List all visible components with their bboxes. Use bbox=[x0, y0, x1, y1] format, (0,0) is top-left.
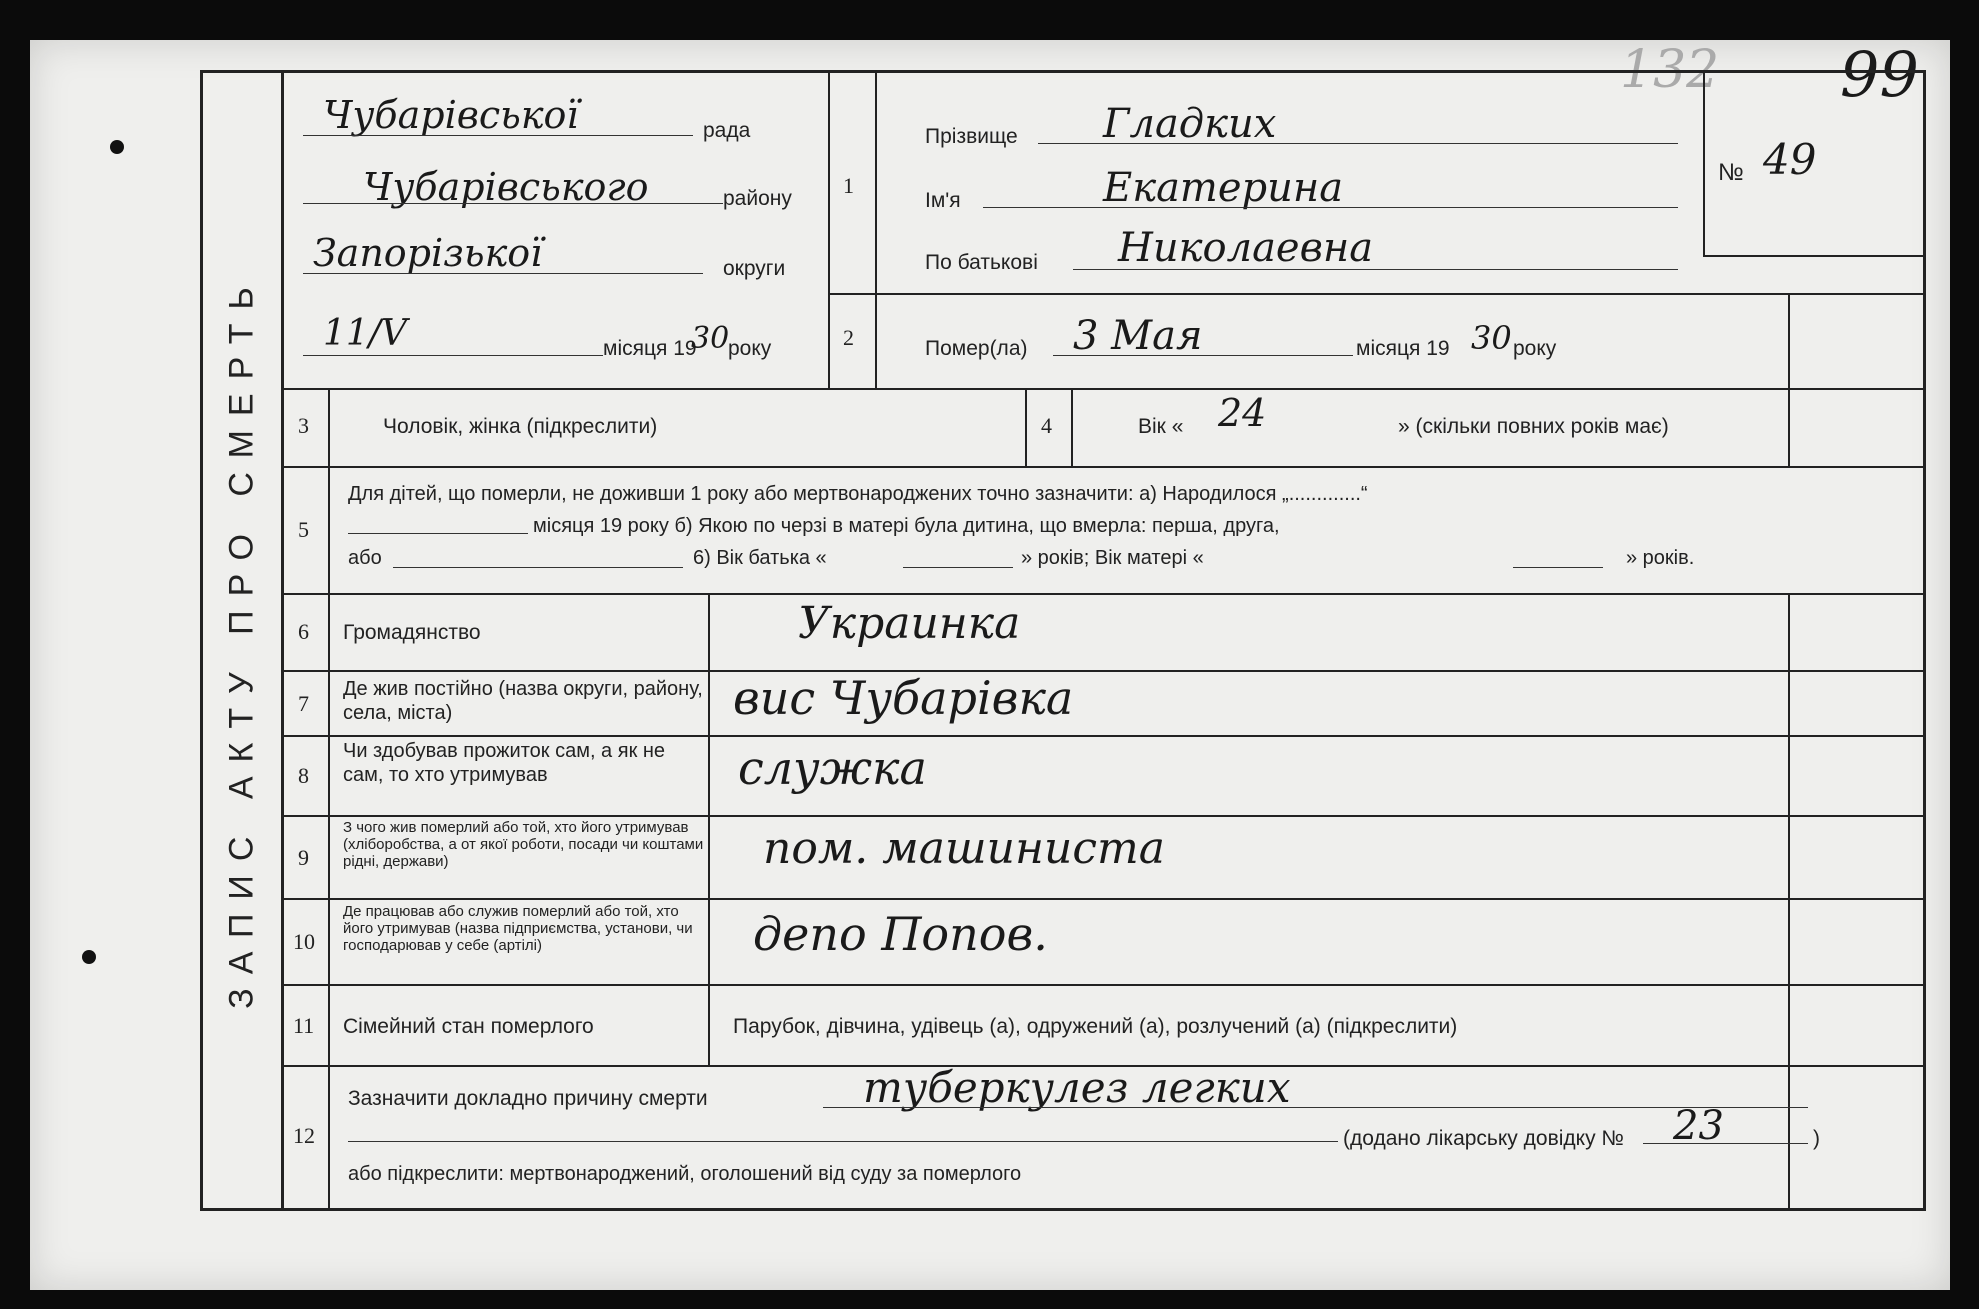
row-number-8: 8 bbox=[298, 763, 309, 788]
patronymic-value: Николаевна bbox=[1118, 225, 1374, 271]
died-label: Помер(ла) bbox=[925, 337, 1028, 360]
residence-label: Де жив постійно (назва округи, району, села, міста) bbox=[343, 678, 703, 724]
record-number-value: 49 bbox=[1763, 135, 1817, 184]
surname-label: Прізвище bbox=[925, 125, 1018, 148]
row-number-9: 9 bbox=[298, 845, 309, 870]
workplace-label: Де працював або служив померлий або той, хто його утримував (назва підприємства, установи, чи господарював у себе (артілі) bbox=[343, 903, 693, 954]
name-value: Екатерина bbox=[1103, 165, 1344, 211]
medical-certificate-number: 23 bbox=[1673, 1103, 1724, 1149]
medical-certificate-label: (додано лікарську довідку № bbox=[1343, 1127, 1624, 1150]
age-label: Вік « bbox=[1138, 415, 1184, 438]
row-number-4: 4 bbox=[1041, 413, 1052, 438]
infant-line-1: Для дітей, що померли, не доживши 1 року або мертвонароджених точно зазначити: а) Народилося „.............“ bbox=[348, 483, 1368, 505]
district-label: району bbox=[723, 187, 792, 210]
registration-date-value: 11/V bbox=[323, 313, 407, 354]
punch-hole-top bbox=[110, 140, 124, 154]
row-number-6: 6 bbox=[298, 619, 309, 644]
citizenship-label: Громадянство bbox=[343, 621, 481, 644]
row-number-10: 10 bbox=[293, 929, 315, 954]
age-value: 24 bbox=[1218, 391, 1267, 435]
row-number-5: 5 bbox=[298, 517, 309, 542]
council-label: рада bbox=[703, 119, 751, 142]
livelihood-value: служка bbox=[738, 741, 927, 795]
cause-of-death-label: Зазначити докладно причину смерти bbox=[348, 1087, 708, 1110]
patronymic-label: По батькові bbox=[925, 251, 1038, 274]
row-number-12: 12 bbox=[293, 1123, 315, 1148]
income-source-value: пом. машиниста bbox=[763, 823, 1165, 874]
marital-status-options: Парубок, дівчина, удівець (а), одружений (а), розлучений (а) (підкреслити) bbox=[733, 1015, 1458, 1038]
row-number-2: 2 bbox=[843, 325, 854, 350]
workplace-value: депо Попов. bbox=[753, 907, 1048, 961]
infant-line-3-d: » років. bbox=[1626, 547, 1695, 569]
row-number-1: 1 bbox=[843, 173, 854, 198]
district-value: Чубарівського bbox=[363, 165, 649, 209]
residence-value: вис Чубарівка bbox=[733, 671, 1074, 725]
form-title: ЗАПИС АКТУ ПРО СМЕРТЬ bbox=[222, 272, 261, 1009]
surname-value: Гладких bbox=[1103, 101, 1277, 147]
infant-line-3-a: або bbox=[348, 547, 382, 569]
archive-stamp-number: 132 bbox=[1620, 40, 1720, 100]
okruha-value: Запорізької bbox=[313, 231, 543, 275]
row-number-11: 11 bbox=[293, 1013, 315, 1038]
infant-line-3-c: » років; Вік матері « bbox=[1021, 547, 1204, 569]
form-title-column bbox=[203, 73, 284, 1208]
citizenship-value: Украинка bbox=[798, 598, 1021, 649]
livelihood-label: Чи здобував прожиток сам, а як не сам, то хто утримував bbox=[343, 740, 666, 786]
row-number-3: 3 bbox=[298, 413, 309, 438]
punch-hole-bottom bbox=[82, 950, 96, 964]
income-source-label: З чого жив померлий або той, хто його утримував (хліборобства, а от якої роботи, посади чи коштами рідні, держави) bbox=[343, 819, 704, 870]
died-value: 3 Мая bbox=[1073, 313, 1203, 359]
row-number-7: 7 bbox=[298, 691, 309, 716]
registration-year-label: року bbox=[728, 337, 772, 360]
died-year-value: 30 bbox=[1471, 319, 1512, 357]
died-month-label: місяця 19 bbox=[1356, 337, 1450, 360]
medical-certificate-close: ) bbox=[1813, 1127, 1820, 1150]
stillborn-note: або підкреслити: мертвонароджений, оголошений від суду за померлого bbox=[348, 1163, 1022, 1185]
page-number: 99 bbox=[1840, 38, 1919, 111]
infant-line-3-b: 6) Вік батька « bbox=[693, 547, 827, 569]
registration-year-value: 30 bbox=[691, 321, 730, 356]
marital-status-label: Сімейний стан померлого bbox=[343, 1015, 594, 1038]
record-number-label: № bbox=[1718, 159, 1744, 186]
age-suffix: » (скільки повних років має) bbox=[1398, 415, 1669, 438]
cause-of-death-value: туберкулез легких bbox=[863, 1063, 1291, 1112]
death-record-form bbox=[200, 70, 1926, 1211]
registration-month-label: місяця 19 bbox=[603, 337, 697, 360]
name-label: Ім'я bbox=[925, 189, 961, 212]
okruha-label: округи bbox=[723, 257, 786, 280]
sex-label: Чоловік, жінка (підкреслити) bbox=[383, 415, 658, 438]
died-year-label: року bbox=[1513, 337, 1557, 360]
infant-line-2: місяця 19 року б) Якою по черзі в матері була дитина, що вмерла: перша, друга, bbox=[533, 515, 1280, 537]
council-value: Чубарівської bbox=[323, 93, 579, 137]
